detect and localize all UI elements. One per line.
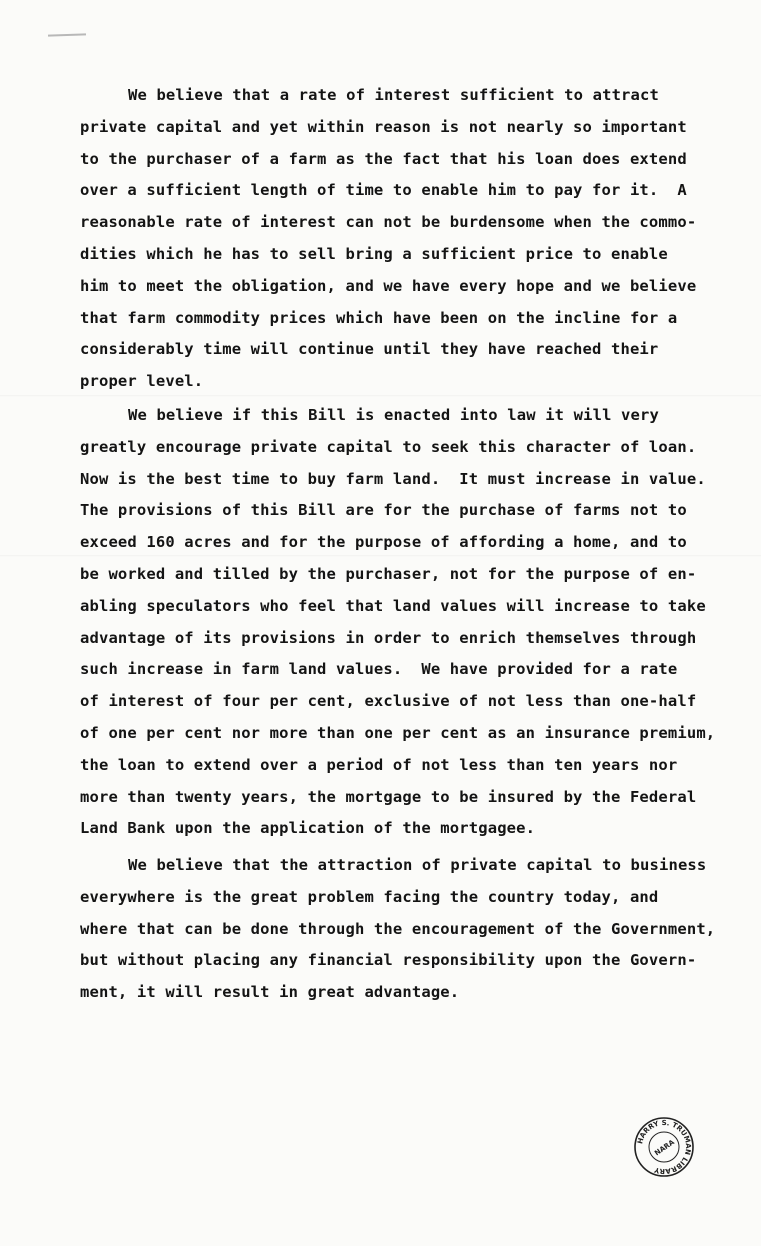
text-line: of one per cent nor more than one per cent as an insurance premium, [80, 724, 716, 742]
text-line: everywhere is the great problem facing the country today, and [80, 887, 659, 906]
text-line: him to meet the obligation, and we have every hope and we believe [80, 276, 697, 295]
text-line: over a sufficient length of time to enable him to pay for it. A [80, 181, 687, 200]
text-line: where that can be done through the encouragement of the Government, [80, 919, 716, 938]
text-line: dities which he has to sell bring a sufficient price to enable [80, 245, 668, 263]
text-line: considerably time will continue until they have reached their [80, 340, 659, 359]
text-line: Land Bank upon the application of the mortgagee. [80, 819, 536, 838]
library-seal-stamp [633, 1116, 695, 1178]
text-line: of interest of four per cent, exclusive of not less than one-half [80, 692, 697, 711]
text-line: greatly encourage private capital to seek this character of loan. [80, 437, 697, 456]
text-line: more than twenty years, the mortgage to be insured by the Federal [80, 787, 697, 806]
paper-mark [48, 33, 86, 36]
paper-fold [0, 555, 761, 557]
text-line: that farm commodity prices which have been on the incline for a [80, 308, 678, 327]
text-line: the loan to extend over a period of not less than ten years nor [80, 755, 678, 774]
text-line: We believe that the attraction of private capital to business [128, 856, 707, 874]
text-line: advantage of its provisions in order to enrich themselves through [80, 628, 697, 647]
text-line: exceed 160 acres and for the purpose of affording a home, and to [80, 533, 687, 552]
text-line: abling speculators who feel that land values will increase to take [80, 596, 706, 615]
text-line: be worked and tilled by the purchaser, not for the purpose of en- [80, 565, 697, 583]
text-line: We believe that a rate of interest sufficient to attract [128, 86, 659, 104]
text-line: but without placing any financial responsibility upon the Govern- [80, 951, 697, 970]
text-line: ment, it will result in great advantage. [80, 983, 460, 1002]
text-line: reasonable rate of interest can not be burdensome when the commo- [80, 213, 697, 232]
text-line: We believe if this Bill is enacted into law it will very [128, 406, 659, 424]
text-line: to the purchaser of a farm as the fact that his loan does extend [80, 149, 687, 168]
paper-fold [0, 395, 761, 397]
text-line: The provisions of this Bill are for the purchase of farms not to [80, 501, 687, 520]
text-line: proper level. [80, 372, 204, 391]
seal-ring-text: HARRY S. TRUMAN LIBRARY [636, 1118, 693, 1176]
text-line: Now is the best time to buy farm land. It must increase in value. [80, 469, 706, 488]
seal-center-text: NARA [653, 1138, 676, 1158]
text-line: private capital and yet within reason is not nearly so important [80, 117, 687, 136]
text-line: such increase in farm land values. We have provided for a rate [80, 660, 678, 679]
